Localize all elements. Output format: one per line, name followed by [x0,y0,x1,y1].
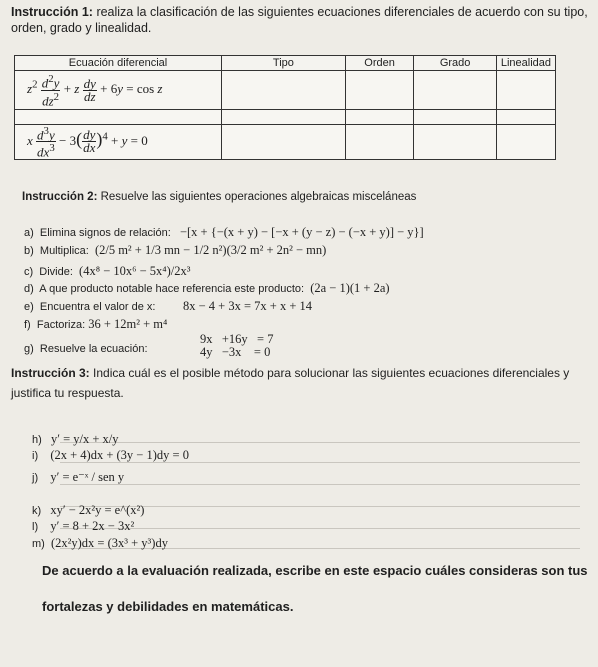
table-header-row [15,56,556,71]
list-item [32,469,124,485]
system-eq-1: 9x +16y = 7 [200,332,274,346]
item-math: y′ = 8 + 2x − 3x² [50,519,135,533]
item-math: (2x²y)dx = (3x³ + y³)dy [50,536,168,550]
list-item [24,299,312,314]
list-item [32,503,144,518]
linealidad-1-cell[interactable] [496,71,555,110]
empty-cell[interactable] [222,110,346,125]
system-eq-2: 4y −3x = 0 [200,345,271,359]
item-math: xy′ − 2x²y = e^(x²) [50,503,145,517]
grado-1-cell[interactable] [414,71,496,110]
item-key: c) [24,266,34,278]
item-math: (2a − 1)(1 + 2a) [310,281,390,295]
item-key: i) [32,450,39,462]
item-text: Resuelve la ecuación: [39,343,148,355]
table-row [15,110,556,125]
list-item [32,432,118,447]
item-math: (4x⁸ − 10x⁶ − 5x⁴)/2x³ [79,264,191,278]
empty-cell[interactable] [496,110,555,125]
item-text: A que producto notable hace referencia este producto: [39,283,305,295]
tipo-1-cell[interactable] [222,71,346,110]
equation-1-cell [15,71,222,110]
equation-1: $z^2$ $\frac{d^2y}{dz^2}$ + z $\frac{dy}{dz}$ + 6y = cos z [27,73,163,108]
empty-cell [15,110,222,125]
item-math: y′ = e⁻ˣ / sen y [50,470,125,484]
item-math: (2/5 m² + 1/3 mn − 1/2 n²)(3/2 m² + 2n² − mn) [94,243,327,257]
header-ecuacion: Ecuación diferencial [15,56,222,71]
orden-2-cell[interactable] [345,125,414,160]
list-item [32,448,189,463]
list-item [24,281,390,296]
item-key: b) [24,245,34,257]
item-key: g) [24,343,34,355]
answer-line [60,484,580,485]
instruction-3-text: Indica cuál es el posible método para solucionar las siguientes ecuaciones diferenciales y justifica tu respuesta. [11,366,570,400]
item-key: j) [32,472,39,484]
item-math: −[x + {−(x + y) − [−x + (y − z) − (−x + y)] − y}] [179,225,424,239]
item-key: h) [32,434,42,446]
instruction-1-text: realiza la clasificación de las siguientes ecuaciones diferenciales de acuerdo con su tipo, orden, grado y linealidad. [11,5,588,35]
item-text: Factoriza: [36,319,86,331]
item-text: Divide: [39,266,73,278]
item-key: m) [32,538,45,550]
item-key: e) [24,301,34,313]
item-text: Multiplica: [39,245,89,257]
table-row [15,125,556,160]
list-item [32,519,134,534]
item-text: Elimina signos de relación: [39,227,171,239]
item-math: (2x + 4)dx + (3y − 1)dy = 0 [50,448,189,462]
header-grado: Grado [414,56,496,71]
instruction-1 [11,4,591,36]
list-item [24,264,191,279]
instruction-3 [11,363,591,403]
item-key: a) [24,227,34,239]
item-math: 8x − 4 + 3x = 7x + x + 14 [183,299,312,313]
header-orden: Orden [345,56,414,71]
linealidad-2-cell[interactable] [496,125,555,160]
list-item [24,243,326,258]
orden-1-cell[interactable] [345,71,414,110]
instruction-2-label: Instrucción 2: [22,191,98,203]
header-linealidad: Linealidad [496,56,555,71]
item-math: 36 + 12m² + m⁴ [88,317,168,331]
header-tipo: Tipo [222,56,346,71]
answer-line [60,528,580,529]
equation-2: x $\frac{d^3y}{dx^3}$ − 3( $\frac{dy}{dx}$ )$^4$ + y = 0 [27,125,148,160]
instruction-2-text: Resuelve las siguientes operaciones algebraicas misceláneas [97,191,417,203]
instruction-2 [22,191,416,203]
instruction-3-label: Instrucción 3: [11,366,90,380]
item-key: d) [24,283,34,295]
instruction-1-label: Instrucción 1: [11,5,93,19]
item-math: y′ = y/x + x/y [50,432,119,446]
item-text: Encuentra el valor de x: [39,301,156,313]
tipo-2-cell[interactable] [222,125,346,160]
classification-table [14,55,556,160]
list-item [24,225,424,240]
empty-cell[interactable] [345,110,414,125]
final-prompt: De acuerdo a la evaluación realizada, escribe en este espacio cuáles consideras son tus fortalezas y debilidades en matemáticas. [42,563,588,614]
list-item [32,536,168,551]
grado-2-cell[interactable] [414,125,496,160]
system-of-equations [200,333,273,359]
item-key: k) [32,505,42,517]
item-key: l) [32,521,39,533]
table-row [15,71,556,110]
equation-2-cell [15,125,222,160]
answer-line [60,442,580,443]
list-item [24,343,148,355]
list-item [24,317,167,332]
empty-cell[interactable] [414,110,496,125]
item-key: f) [24,319,31,331]
